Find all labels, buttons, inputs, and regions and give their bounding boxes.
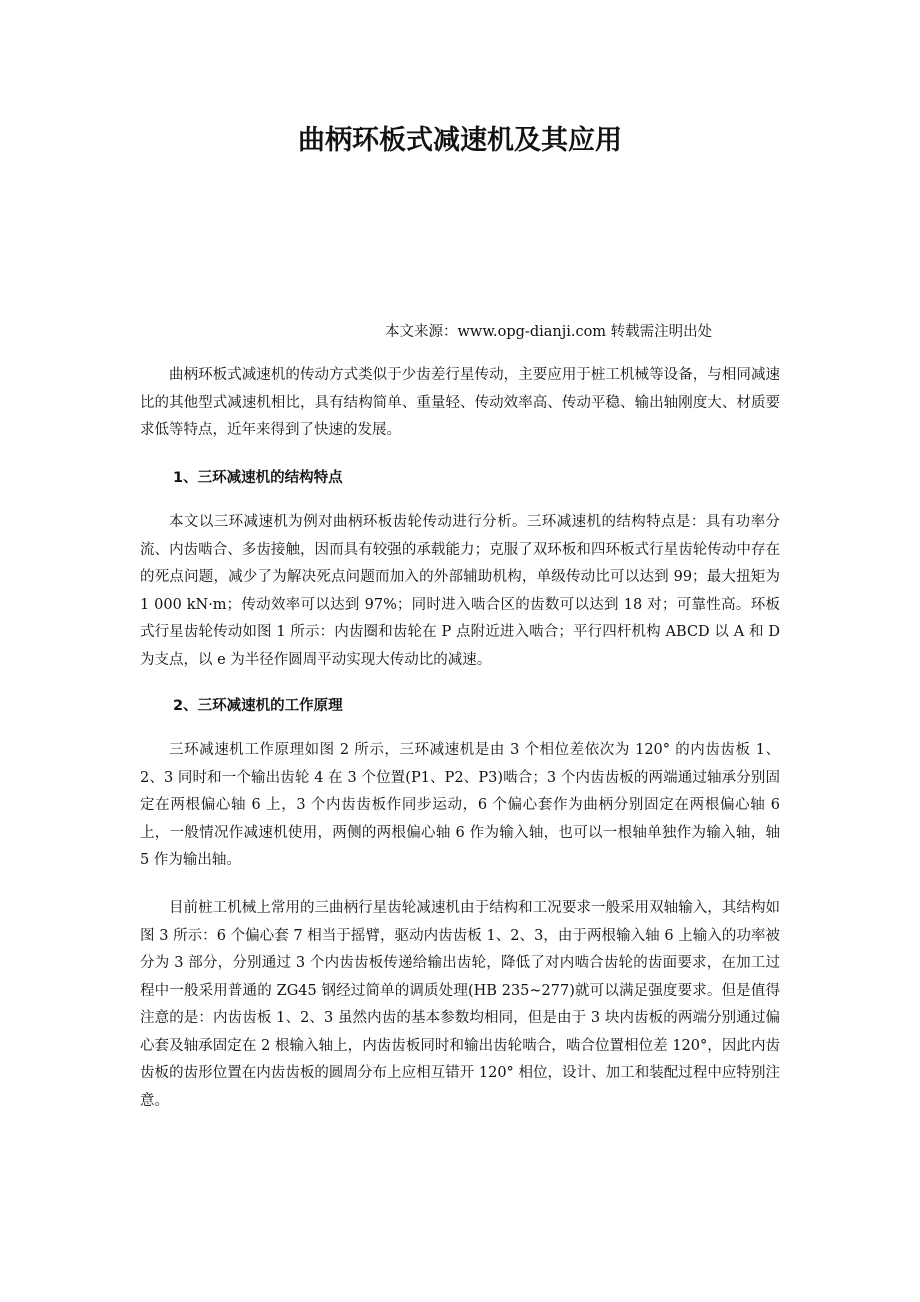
document-title: 曲柄环板式减速机及其应用 [298,125,622,156]
source-note: 本文来源：www.opg-dianji.com 转载需注明出处 [385,324,713,340]
section-2-paragraph-1: 三环减速机工作原理如图 2 所示，三环减速机是由 3 个相位差依次为 120° 的内齿齿板 1、2、3 同时和一个输出齿轮 4 在 3 个位置(P1、P2、P3)啮合；3 个内齿齿板的两端通过轴承分别固定在两根偏心轴 6 上，3 个内齿齿板作同步运动，6 个偏心套作为曲柄分别固定在两根偏心轴 6 上，一般情况作减速机使用，两侧的两根偏心轴 6 作为输入轴，也可以一根轴单独作为输入轴，轴 5 作为输出轴。 [140,742,780,868]
section-2-paragraph-2: 目前桩工机械上常用的三曲柄行星齿轮减速机由于结构和工况要求一般采用双轴输入，其结构如图 3 所示：6 个偏心套 7 相当于摇臂，驱动内齿齿板 1、2、3，由于两根输入轴 6 上输入的功率被分为 3 部分，分别通过 3 个内齿齿板传递给输出齿轮，降低了对内啮合齿轮的齿面要求，在加工过程中一般采用普通的 ZG45 钢经过简单的调质处理(HB 235~277)就可以满足强度要求。但是值得注意的是：内齿齿板 1、2、3 虽然内齿的基本参数均相同，但是由于 3 块内齿板的两端分别通过偏心套及轴承固定在 2 根输入轴上，内齿齿板同时和输出齿轮啮合，啮合位置相位差 120°，因此内齿齿板的齿形位置在内齿齿板的圆周分布上应相互错开 120° 相位，设计、加工和装配过程中应特别注意。 [140,900,780,1109]
section-2-heading: 2、三环减速机的工作原理 [173,698,343,714]
section-1-paragraph: 本文以三环减速机为例对曲柄环板齿轮传动进行分析。三环减速机的结构特点是：具有功率分流、内齿啮合、多齿接触，因而具有较强的承载能力；克服了双环板和四环板式行星齿轮传动中存在的死点问题，减少了为解决死点问题而加入的外部辅助机构，单级传动比可以达到 99；最大扭矩为 1 000 kN·m；传动效率可以达到 97%；同时进入啮合区的齿数可以达到 18 对；可靠性高。环板式行星齿轮传动如图 1 所示：内齿圈和齿轮在 P 点附近进入啮合；平行四杆机构 ABCD 以 A 和 D 为支点，以 e 为半径作圆周平动实现大传动比的减速。 [140,514,780,668]
section-1-heading: 1、三环减速机的结构特点 [173,470,343,486]
intro-paragraph: 曲柄环板式减速机的传动方式类似于少齿差行星传动，主要应用于桩工机械等设备，与相同减速比的其他型式减速机相比，具有结构简单、重量轻、传动效率高、传动平稳、输出轴刚度大、材质要求低等特点，近年来得到了快速的发展。 [140,367,780,438]
